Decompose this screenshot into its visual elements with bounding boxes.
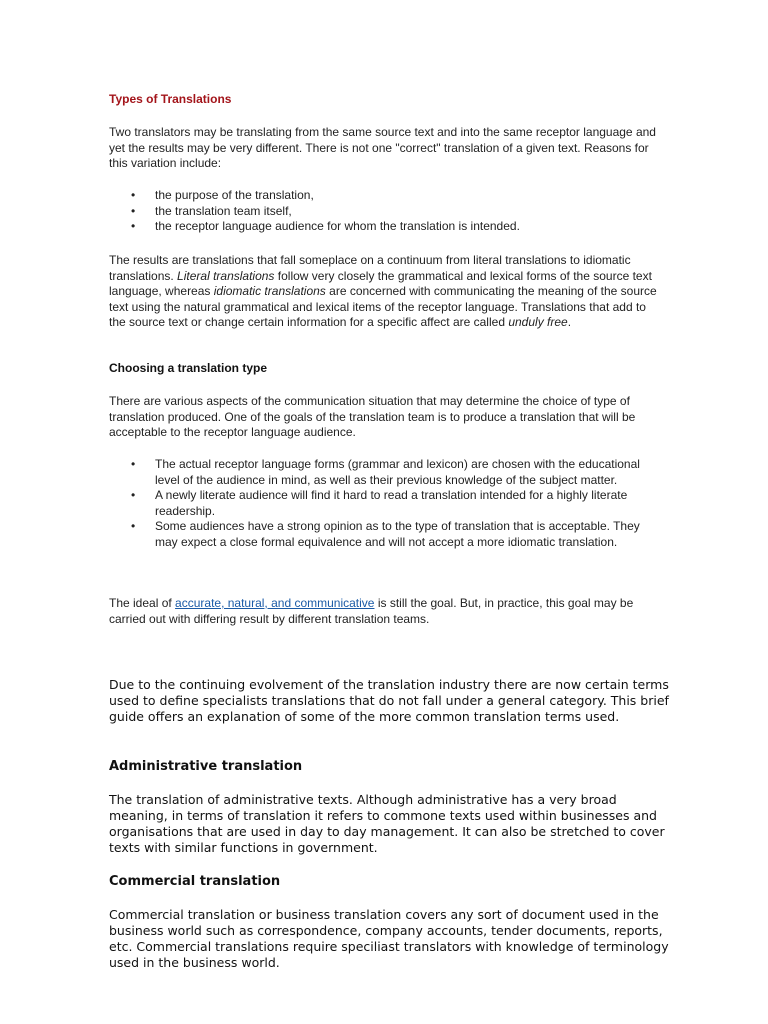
list-item: • A newly literate audience will find it hard to read a translation intended for a highly literate readership. bbox=[109, 488, 664, 519]
reasons-list bbox=[109, 188, 664, 235]
admin-paragraph: The translation of administrative texts. Although administrative has a very broad meaning, in terms of translation it refers to commone texts used within businesses and organisations that are used in day to day management. It can also be stretched to cover texts with similar functions in government. bbox=[109, 792, 665, 855]
ideal-link[interactable]: accurate, natural, and communicative bbox=[175, 596, 375, 610]
list-item: • the receptor language audience for whom the translation is intended. bbox=[109, 219, 664, 235]
commercial-paragraph: Commercial translation or business translation covers any sort of document used in the business world such as correspondence, company accounts, tender documents, reports, etc. Commercial translations require speciliast translators with knowledge of terminology used in the business world. bbox=[109, 907, 669, 970]
choosing-paragraph: There are various aspects of the communication situation that may determine the choice of type of translation produced. One of the goals of the translation team is to produce a translation that will be acceptable to the receptor language audience. bbox=[109, 394, 636, 439]
list-item: • Some audiences have a strong opinion as to the type of translation that is acceptable. They may expect a close formal equivalence and will not accept a more idiomatic translation. bbox=[109, 519, 664, 550]
results-paragraph: The results are translations that fall someplace on a continuum from literal translations to idiomatic translations. Literal translations follow very closely the grammatical and lexical forms of the source text language, whereas idiomatic translations are concerned with communicating the meaning of the source text using the natural grammatical and lexical items of the receptor language. Translations that add to the source text or change certain information for a specific affect are called unduly free. bbox=[109, 253, 657, 329]
list-item: • the translation team itself, bbox=[109, 204, 664, 220]
list-item: • the purpose of the translation, bbox=[109, 188, 664, 204]
admin-heading: Administrative translation bbox=[109, 759, 303, 774]
ideal-paragraph: The ideal of accurate, natural, and communicative is still the goal. But, in practice, this goal may be carried out with differing result by different translation teams. bbox=[109, 596, 634, 626]
commercial-heading: Commercial translation bbox=[109, 874, 281, 889]
term-idiomatic: idiomatic translations bbox=[213, 284, 326, 298]
industry-paragraph: Due to the continuing evolvement of the translation industry there are now certain terms used to define specialists translations that do not fall under a general category. This brief guide offers an explanation of some of the more common translation terms used. bbox=[109, 677, 669, 724]
intro-paragraph: Two translators may be translating from the same source text and into the same receptor language and yet the results may be very different. There is not one "correct" translation of a given text. Reasons for this variation include: bbox=[109, 125, 656, 170]
term-unduly-free: unduly free bbox=[508, 315, 568, 329]
term-literal: Literal translations bbox=[177, 268, 275, 283]
page-title: Types of Translations bbox=[109, 92, 232, 106]
list-item: • The actual receptor language forms (grammar and lexicon) are chosen with the educational level of the audience in mind, as well as their previous knowledge of the subject matter. bbox=[109, 457, 664, 488]
aspects-list bbox=[109, 457, 664, 550]
section-heading: Choosing a translation type bbox=[109, 361, 268, 375]
